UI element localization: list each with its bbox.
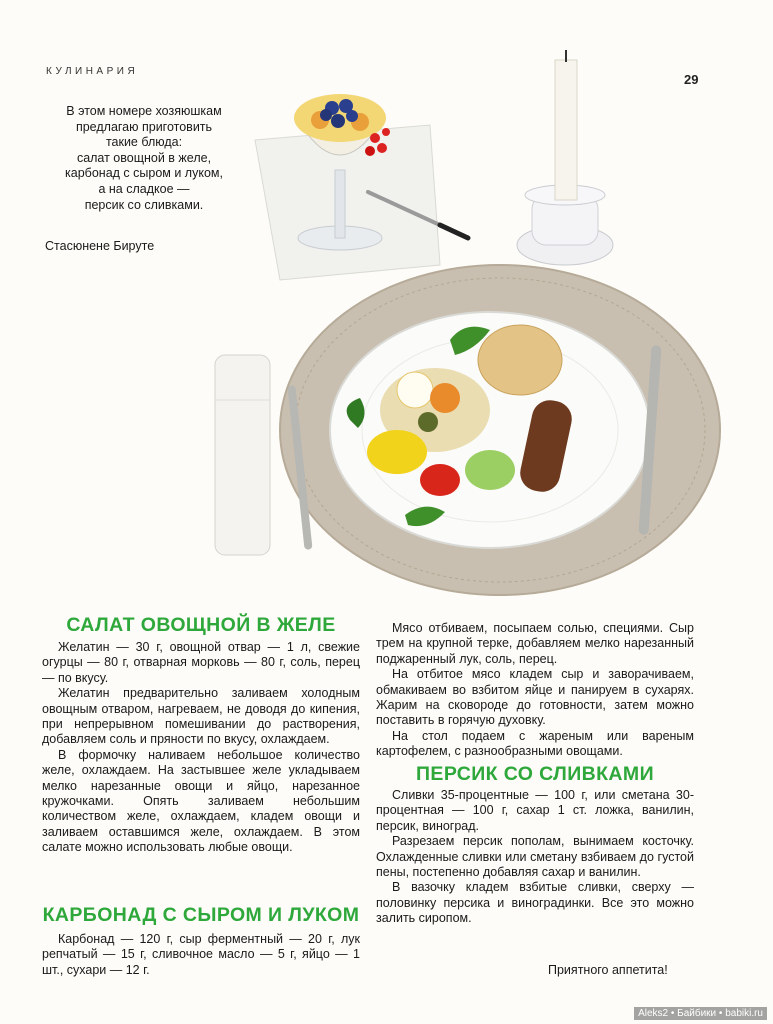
peach-title: ПЕРСИК СО СЛИВКАМИ	[416, 763, 654, 785]
author-name: Стасюнене Бируте	[45, 239, 155, 253]
karbonad-title: КАРБОНАД С СЫРОМ И ЛУКОМ	[42, 904, 360, 926]
intro-line: карбонад с сыром и луком,	[65, 166, 223, 181]
intro-line: В этом номере хозяюшкам	[66, 104, 222, 118]
karbonad-paragraph: На отбитое мясо кладем сыр и заворачиваем, обмакиваем во взбитом яйце и панируем в сухарях. Жарим на сковороде до готовности, затем можно поставить в горячую духовку.	[376, 667, 694, 728]
karbonad-paragraph: Мясо отбиваем, посыпаем солью, специями. Сыр трем на крупной терке, добавляем мелко нарезанный поджаренный лук, соль, перец.	[376, 621, 694, 666]
watermark: Aleks2 • Байбики • babiki.ru	[634, 1007, 767, 1020]
candle	[555, 60, 577, 200]
intro-line: а на сладкое —	[98, 181, 190, 196]
peach-paragraph: Разрезаем персик пополам, вынимаем косточку. Охлажденные сливки или сметану взбиваем до густой пены, постепенно добавляя сахар и ванилин.	[376, 834, 694, 880]
karbonad-paragraph: Карбонад — 120 г, сыр ферментный — 20 г, лук репчатый — 15 г, сливочное масло — 5 г, яйцо — 1 шт., сухари — 12 г.	[42, 932, 360, 977]
section-label: КУЛИНАРИЯ	[46, 66, 139, 77]
karbonad-paragraph: На стол подаем с жареным или вареным картофелем, с разнообразными овощами.	[376, 728, 694, 759]
peach-paragraph: В вазочку кладем взбитые сливки, сверху — половинку персика и виноградинки. Все это можно залить сиропом.	[376, 880, 694, 926]
salad-paragraph: Желатин — 30 г, овощной отвар — 1 л, свежие огурцы — 80 г, отварная морковь — 80 г, соль, перец — по вкусу.	[42, 640, 360, 685]
intro-line: такие блюда:	[105, 135, 183, 150]
salad-body	[42, 640, 360, 856]
closing-wish: Приятного аппетита!	[548, 963, 668, 977]
baked-potato	[478, 325, 562, 395]
karbonad-ingredients	[42, 932, 360, 978]
salad-paragraph: Желатин предварительно заливаем холодным овощным отваром, нагреваем, не доводя до кипения, при непрерывном помешивании до растворения, добавляем соль и пряности по вкусу, охлаждаем.	[42, 686, 360, 747]
intro-line: салат овощной в желе,	[76, 150, 212, 165]
intro-line: персик со сливками.	[84, 197, 204, 212]
peach-paragraph: Сливки 35-процентные — 100 г, или сметана 30-процентная — 100 г, сахар 1 ст. ложка, ванилин, персик, виноград.	[376, 788, 694, 833]
page-number: 29	[684, 72, 699, 87]
karbonad-steps	[376, 621, 694, 760]
peach-body	[376, 788, 694, 927]
rolled-napkin	[215, 355, 270, 555]
salad-title: САЛАТ ОВОЩНОЙ В ЖЕЛЕ	[66, 614, 336, 636]
intro-line: предлагаю приготовить	[75, 119, 213, 134]
lemon	[367, 430, 427, 474]
food-photo	[200, 20, 740, 605]
salad-paragraph: В формочку наливаем небольшое количество желе, охлаждаем. На застывшее желе укладываем мелко нарезанные овощи и яйцо, нарезанное кружочками. Опять заливаем небольшим количеством желе, охлаждаем, кладем овощи и заливаем оставшимся желе, охлаждаем. В этом салате можно использовать любые овощи.	[42, 747, 360, 855]
